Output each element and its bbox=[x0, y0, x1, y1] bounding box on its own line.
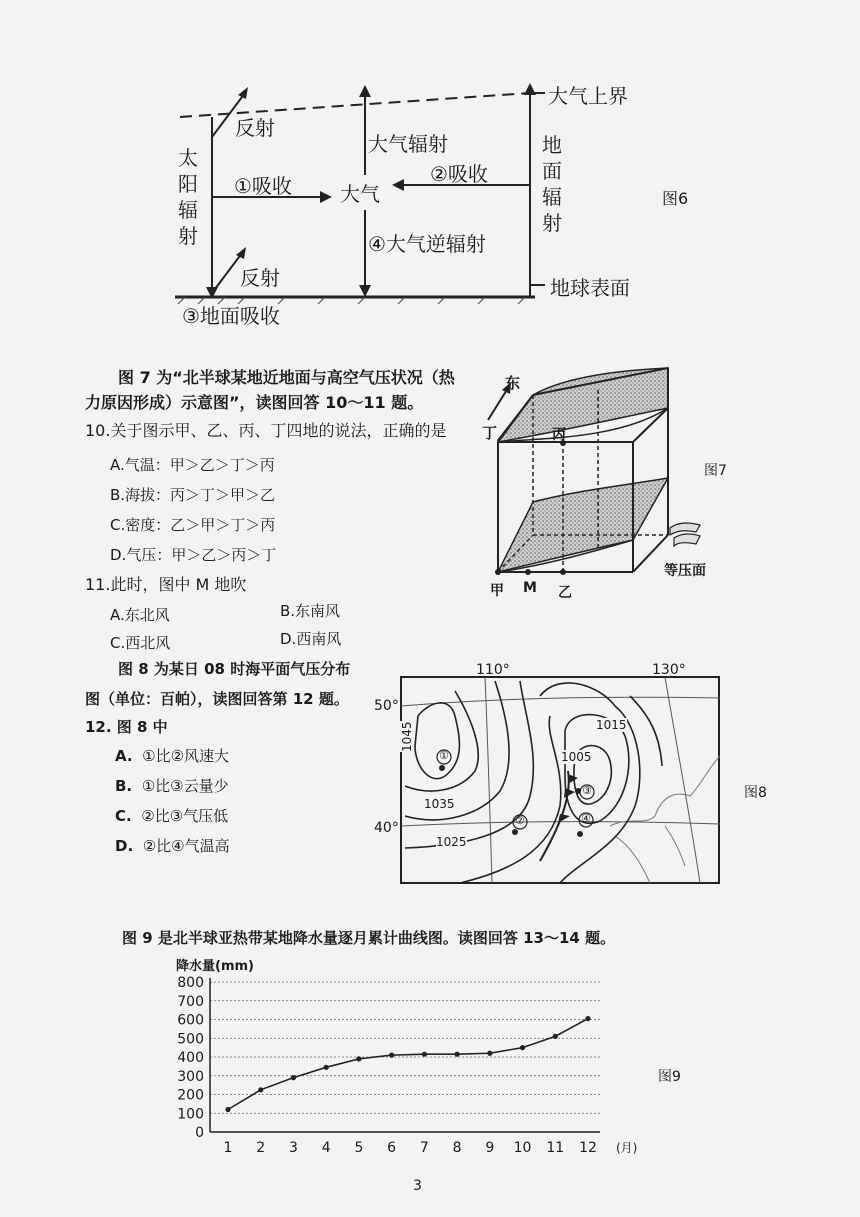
fig7-m-label: M bbox=[523, 580, 537, 596]
chart-ylabel: 降水量(mm) bbox=[176, 959, 254, 974]
fig6-absorb2-label: ②吸收 bbox=[430, 162, 488, 186]
chart-data-point bbox=[422, 1052, 427, 1057]
chart-x-tick-label: 1 bbox=[223, 1140, 233, 1156]
fig8-lat-50-label: 50° bbox=[374, 698, 399, 714]
chart-data-point bbox=[356, 1056, 361, 1061]
q11-option-c: C.西北风 bbox=[110, 634, 171, 652]
fig7-legend-label: 等压面 bbox=[664, 563, 706, 579]
chart-x-tick-label: 2 bbox=[256, 1140, 266, 1156]
chart-y-tick-label: 600 bbox=[177, 1012, 204, 1029]
q12-stem: 12. 图 8 中 bbox=[85, 718, 168, 736]
q10-stem: 10.关于图示甲、乙、丙、丁四地的说法，正确的是 bbox=[85, 421, 447, 440]
fig8-lon-110-label: 110° bbox=[476, 662, 510, 678]
fig7-yi-label: 乙 bbox=[558, 585, 572, 601]
fig7-label: 图7 bbox=[704, 463, 727, 479]
fig6-ground-radiation-label: 地面辐射 bbox=[542, 133, 562, 235]
chart-x-tick-label: 6 bbox=[387, 1140, 397, 1156]
chart-data-point bbox=[520, 1045, 525, 1050]
fig6-counter-radiation-label: ④大气逆辐射 bbox=[368, 232, 486, 256]
q12-option-c-text: ②比③气压低 bbox=[141, 807, 229, 825]
chart-y-tick-label: 300 bbox=[177, 1068, 204, 1085]
chart-data-point bbox=[553, 1034, 558, 1039]
q12-option-c bbox=[115, 805, 228, 826]
q10-option-b: B.海拔：丙＞丁＞甲＞乙 bbox=[110, 486, 276, 504]
chart-data-point bbox=[389, 1053, 394, 1058]
q12-option-b-text: ①比③云量少 bbox=[141, 777, 229, 795]
chart-x-tick-label: 12 bbox=[579, 1140, 597, 1156]
q12-intro-line2: 图（单位：百帕），读图回答第 12 题。 bbox=[85, 690, 349, 708]
fig9-label: 图9 bbox=[658, 1069, 681, 1085]
q12-intro-line1: 图 8 为某日 08 时海平面气压分布 bbox=[118, 660, 351, 678]
chart-y-tick-label: 700 bbox=[177, 993, 204, 1010]
chart-data-point bbox=[324, 1065, 329, 1070]
q10-intro-line1: 图 7 为“北半球某地近地面与高空气压状况（热 bbox=[118, 368, 455, 387]
chart-data-point bbox=[291, 1075, 296, 1080]
q12-option-d-text: ②比④气温高 bbox=[142, 837, 230, 855]
fig7-ding-label: 丁 bbox=[482, 424, 498, 442]
chart-x-tick-label: 10 bbox=[513, 1140, 532, 1156]
fig6-solar-radiation-label: 太阳辐射 bbox=[178, 146, 198, 248]
fig8-label: 图8 bbox=[744, 785, 767, 801]
q12-option-a-letter: A. bbox=[115, 747, 133, 765]
q11-option-b: B.东南风 bbox=[280, 602, 341, 620]
q12-option-a-text: ①比②风速大 bbox=[142, 747, 230, 765]
chart-y-tick-label: 400 bbox=[177, 1050, 204, 1066]
fig8-isobar-1045-label: 1045 bbox=[400, 721, 414, 752]
fig8-point-1-label: ① bbox=[439, 749, 449, 762]
figure-9-precipitation-chart bbox=[160, 970, 638, 1160]
fig7-bing-label: 丙 bbox=[552, 427, 566, 443]
fig6-surface-label: 地球表面 bbox=[550, 276, 630, 300]
fig8-point-2-label: ② bbox=[515, 814, 525, 827]
fig6-label: 图6 bbox=[662, 189, 689, 208]
q11-option-a: A.东北风 bbox=[110, 606, 170, 624]
q10-option-c: C.密度：乙＞甲＞丁＞丙 bbox=[110, 516, 276, 534]
chart-data-point bbox=[225, 1107, 230, 1112]
fig8-point-4-label: ④ bbox=[581, 812, 591, 825]
chart-x-tick-label: 8 bbox=[452, 1140, 462, 1156]
q12-option-d-letter: D. bbox=[115, 837, 134, 855]
chart-data-point bbox=[258, 1087, 263, 1092]
figure-8-isobar-map bbox=[400, 676, 722, 886]
q10-option-d: D.气压：甲＞乙＞丙＞丁 bbox=[110, 546, 277, 564]
fig8-lon-130-label: 130° bbox=[652, 662, 686, 678]
chart-data-point bbox=[585, 1016, 590, 1021]
q12-option-b-letter: B. bbox=[115, 777, 133, 795]
fig6-top-boundary-label: 大气上界 bbox=[548, 84, 628, 108]
fig7-jia-label: 甲 bbox=[490, 583, 504, 599]
q10-intro-line2: 力原因形成）示意图”，读图回答 10～11 题。 bbox=[85, 393, 424, 412]
q12-option-d bbox=[115, 835, 230, 856]
chart-x-tick-label: 9 bbox=[485, 1140, 495, 1156]
q11-stem: 11.此时，图中 M 地吹 bbox=[85, 575, 247, 594]
fig6-ground-absorb-label: ③地面吸收 bbox=[182, 304, 280, 328]
fig8-isobar-1035-label: 1035 bbox=[424, 797, 455, 811]
q13-intro: 图 9 是北半球亚热带某地降水量逐月累计曲线图。读图回答 13～14 题。 bbox=[122, 929, 616, 947]
page-number: 3 bbox=[413, 1178, 422, 1194]
chart-y-tick-label: 200 bbox=[177, 1087, 204, 1104]
q12-option-c-letter: C. bbox=[115, 807, 132, 825]
chart-y-tick-label: 0 bbox=[195, 1125, 204, 1141]
fig6-atmosphere-label: 大气 bbox=[340, 182, 380, 206]
q12-option-b bbox=[115, 775, 229, 796]
chart-data-point bbox=[454, 1052, 459, 1057]
chart-x-tick-label: 7 bbox=[419, 1140, 429, 1156]
chart-series-line bbox=[228, 1019, 588, 1110]
chart-y-tick-label: 100 bbox=[177, 1106, 204, 1123]
fig6-reflect-top-label: 反射 bbox=[235, 116, 275, 140]
chart-x-tick-label: 5 bbox=[354, 1140, 364, 1156]
chart-data-point bbox=[487, 1051, 492, 1056]
fig8-point-3-label: ③ bbox=[582, 784, 592, 797]
fig7-east-label: 东 bbox=[505, 374, 521, 392]
fig6-absorb1-label: ①吸收 bbox=[234, 174, 292, 198]
fig8-lat-40-label: 40° bbox=[374, 820, 399, 836]
chart-y-tick-label: 800 bbox=[177, 975, 204, 991]
fig6-atm-radiation-label: 大气辐射 bbox=[368, 132, 448, 156]
fig8-isobar-1005-label: 1005 bbox=[561, 750, 592, 764]
fig6-reflect-bottom-label: 反射 bbox=[240, 266, 280, 290]
q12-option-a bbox=[115, 745, 229, 766]
chart-y-tick-label: 500 bbox=[177, 1031, 204, 1048]
chart-x-tick-label: 4 bbox=[321, 1140, 331, 1156]
fig8-isobar-1025-label: 1025 bbox=[436, 835, 467, 849]
chart-x-axis-label: (月) bbox=[616, 1141, 638, 1155]
q11-option-d: D.西南风 bbox=[280, 630, 342, 648]
q10-option-a: A.气温：甲＞乙＞丁＞丙 bbox=[110, 456, 275, 474]
fig8-isobar-1015-label: 1015 bbox=[596, 718, 627, 732]
chart-x-tick-label: 11 bbox=[546, 1140, 565, 1156]
chart-x-tick-label: 3 bbox=[288, 1140, 298, 1156]
